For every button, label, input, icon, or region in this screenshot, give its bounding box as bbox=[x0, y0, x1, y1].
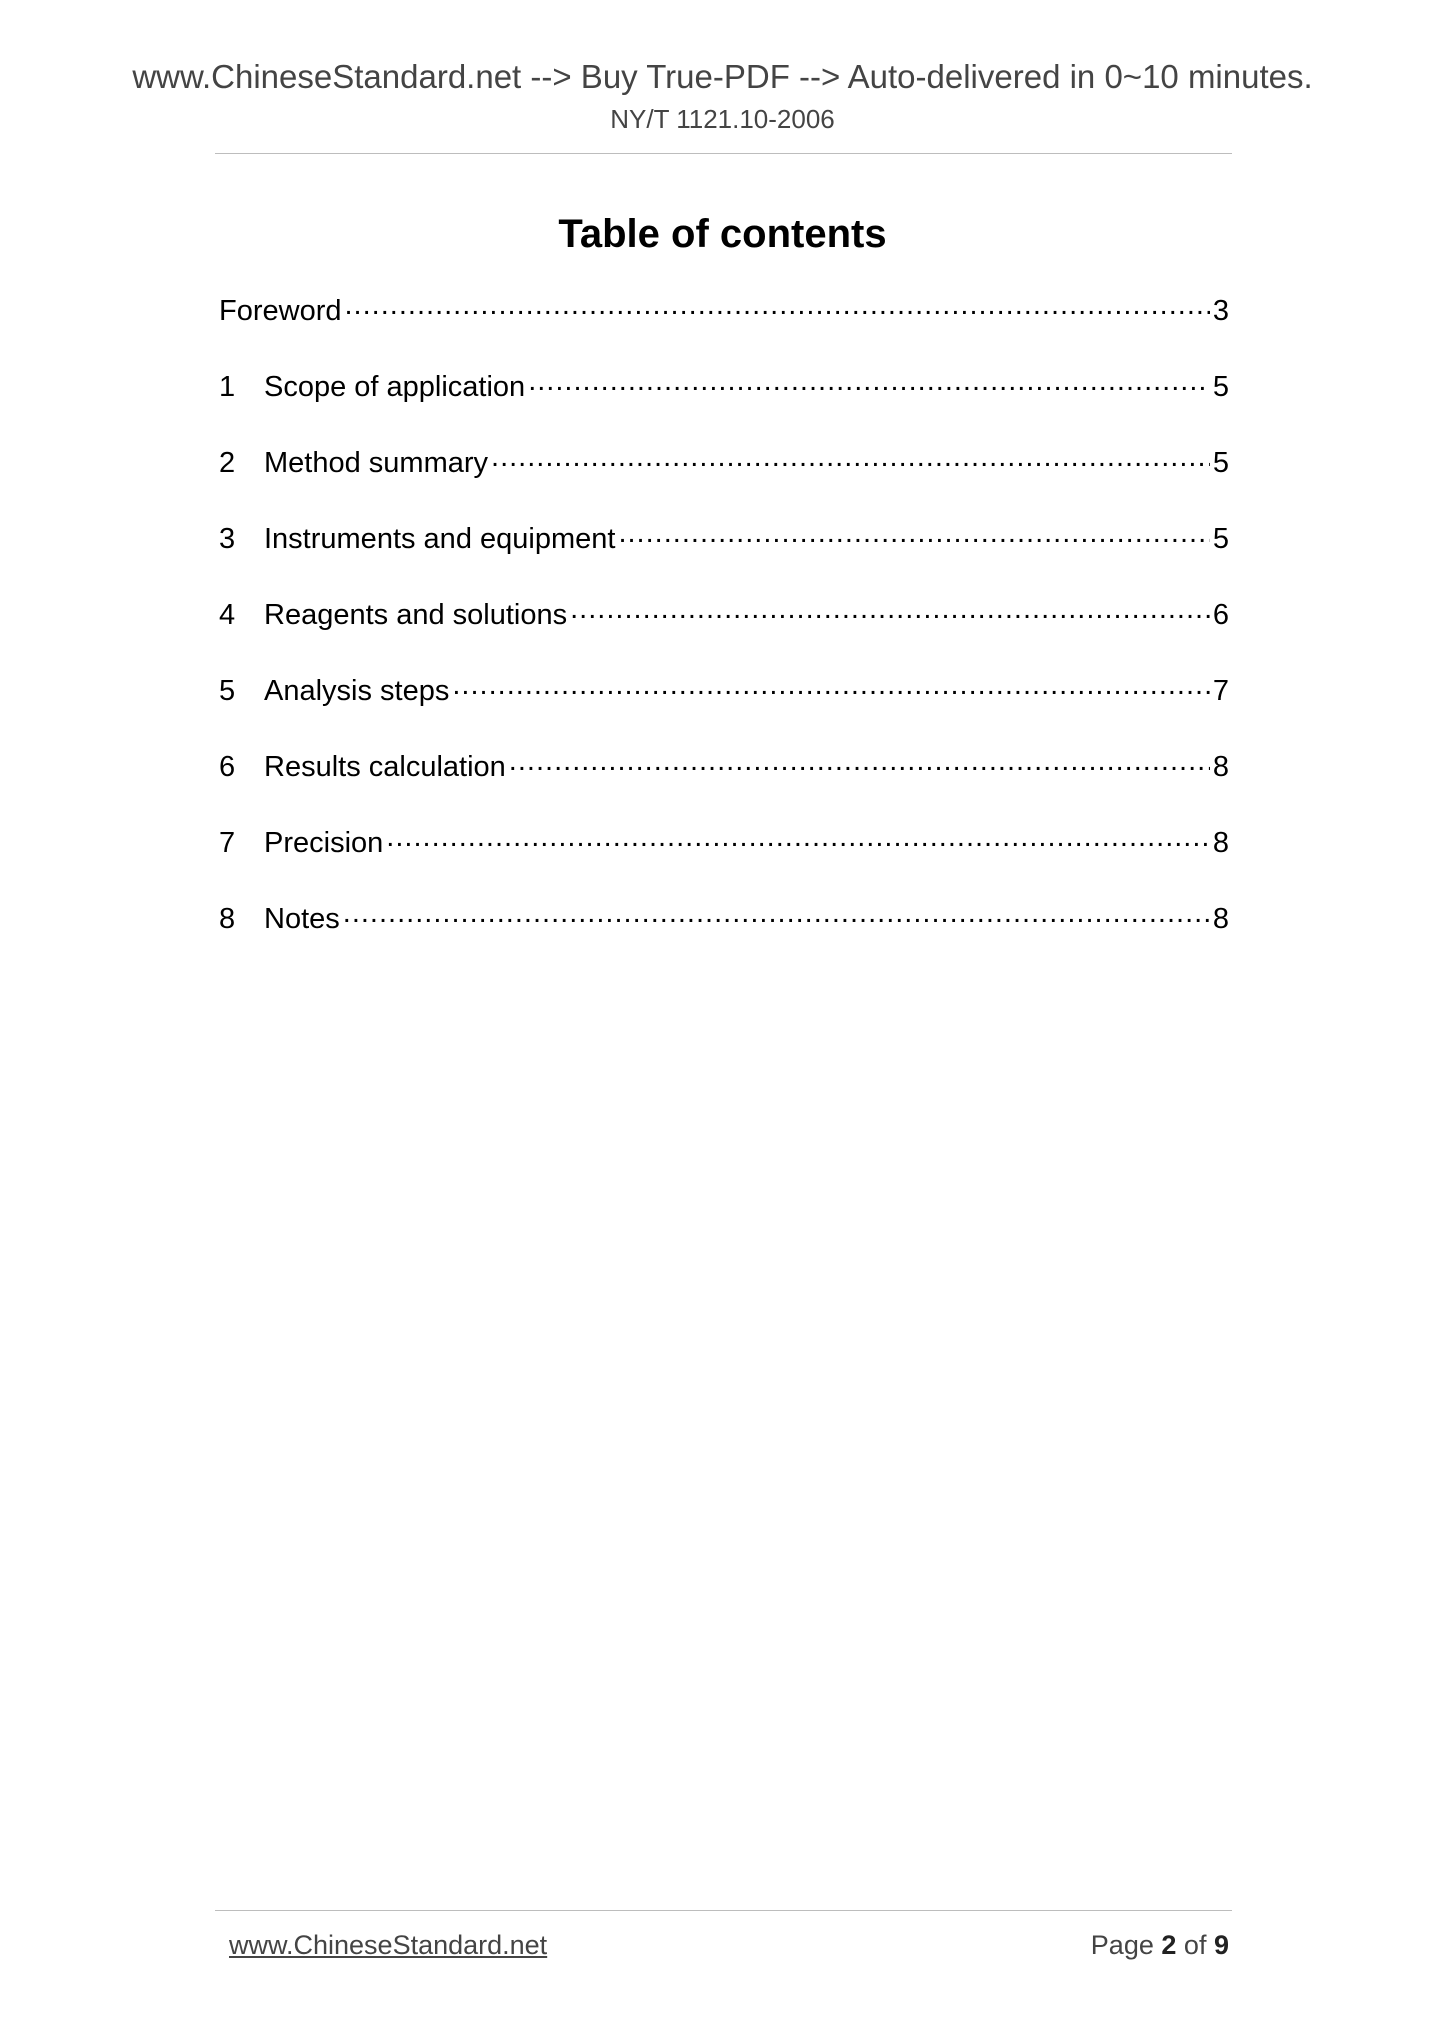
toc-entry-page: 8 bbox=[1212, 751, 1229, 783]
toc-dot-leader bbox=[528, 367, 1210, 396]
toc-entry-7[interactable] bbox=[219, 823, 1229, 899]
toc-entry-page: 5 bbox=[1212, 371, 1229, 403]
site-banner: www.ChineseStandard.net --> Buy True-PDF --> Auto-delivered in 0~10 minutes. bbox=[132, 58, 1313, 95]
toc-entry-page: 8 bbox=[1212, 827, 1229, 859]
toc-entry-foreword[interactable] bbox=[219, 291, 1229, 367]
toc-dot-leader bbox=[570, 595, 1210, 624]
toc-entry-label: Instruments and equipment bbox=[264, 523, 616, 555]
toc-entry-5[interactable] bbox=[219, 671, 1229, 747]
toc-entry-label: Method summary bbox=[264, 447, 489, 479]
table-of-contents bbox=[219, 291, 1229, 975]
toc-entry-number: 7 bbox=[219, 827, 236, 859]
toc-dot-leader bbox=[509, 747, 1210, 776]
toc-entry-page: 5 bbox=[1212, 523, 1229, 555]
toc-entry-6[interactable] bbox=[219, 747, 1229, 823]
toc-entry-1[interactable] bbox=[219, 367, 1229, 443]
toc-entry-page: 3 bbox=[1212, 295, 1229, 327]
toc-entry-number: 2 bbox=[219, 447, 236, 479]
toc-entry-label: Reagents and solutions bbox=[264, 599, 568, 631]
toc-entry-page: 7 bbox=[1212, 675, 1229, 707]
toc-entry-number: 6 bbox=[219, 751, 236, 783]
current-page: 2 bbox=[1161, 1930, 1177, 1960]
toc-entry-label: Foreword bbox=[219, 295, 342, 327]
toc-entry-label: Notes bbox=[264, 903, 340, 935]
toc-entry-number: 4 bbox=[219, 599, 236, 631]
toc-entry-8[interactable] bbox=[219, 899, 1229, 975]
toc-entry-number: 3 bbox=[219, 523, 236, 555]
toc-entry-number: 5 bbox=[219, 675, 236, 707]
page-number bbox=[1091, 1930, 1229, 1961]
toc-dot-leader bbox=[618, 519, 1209, 548]
toc-dot-leader bbox=[386, 823, 1210, 852]
page-label: Page bbox=[1090, 1930, 1154, 1960]
toc-dot-leader bbox=[343, 899, 1210, 928]
footer-divider bbox=[215, 1910, 1232, 1911]
page-title: Table of contents bbox=[558, 212, 887, 256]
toc-dot-leader bbox=[491, 443, 1210, 472]
toc-entry-2[interactable] bbox=[219, 443, 1229, 519]
toc-entry-label: Precision bbox=[264, 827, 384, 859]
toc-entry-label: Scope of application bbox=[264, 371, 526, 403]
toc-dot-leader bbox=[345, 291, 1210, 320]
toc-entry-number: 1 bbox=[219, 371, 236, 403]
total-pages: 9 bbox=[1213, 1930, 1229, 1960]
toc-entry-page: 5 bbox=[1212, 447, 1229, 479]
footer-site-link[interactable]: www.ChineseStandard.net bbox=[229, 1930, 548, 1960]
toc-entry-label: Results calculation bbox=[264, 751, 506, 783]
toc-entry-number: 8 bbox=[219, 903, 236, 935]
toc-entry-label: Analysis steps bbox=[264, 675, 450, 707]
document-id: NY/T 1121.10-2006 bbox=[610, 104, 835, 134]
header-divider bbox=[215, 153, 1232, 154]
toc-dot-leader bbox=[452, 671, 1210, 700]
toc-entry-page: 8 bbox=[1212, 903, 1229, 935]
page-of-label: of bbox=[1183, 1930, 1207, 1960]
toc-entry-4[interactable] bbox=[219, 595, 1229, 671]
toc-entry-3[interactable] bbox=[219, 519, 1229, 595]
toc-entry-page: 6 bbox=[1212, 599, 1229, 631]
